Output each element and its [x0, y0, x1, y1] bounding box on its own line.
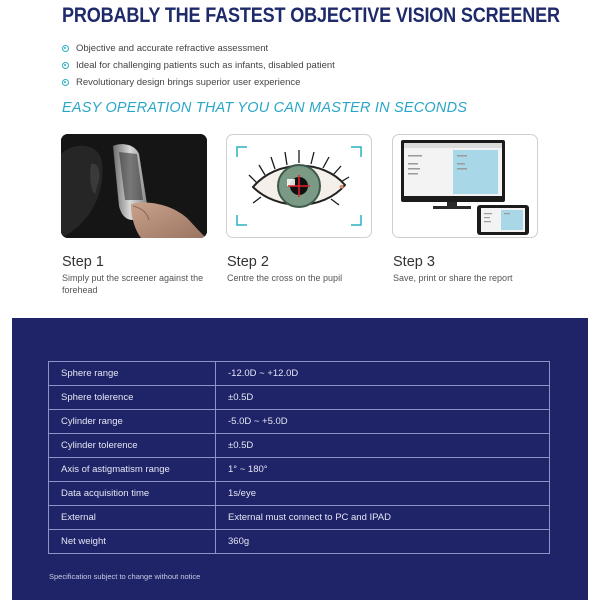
specifications-table — [48, 361, 550, 554]
spec-label: Data acquisition time — [49, 482, 216, 506]
spec-label: External — [49, 506, 216, 530]
feature-text: Objective and accurate refractive assessment — [76, 43, 269, 54]
step1-description: Simply put the screener against the forehead — [62, 273, 204, 295]
spec-label: Sphere tolerence — [49, 386, 216, 410]
spec-value: 1s/eye — [216, 482, 550, 506]
feature-text: Revolutionary design brings superior user experience — [76, 77, 301, 88]
spec-label: Sphere range — [49, 362, 216, 386]
table-row — [49, 506, 550, 530]
monitor-tablet-report-illustration — [393, 135, 537, 237]
spec-value: ±0.5D — [216, 386, 550, 410]
feature-list — [62, 40, 335, 91]
bullet-icon — [62, 45, 69, 52]
section-subtitle: EASY OPERATION THAT YOU CAN MASTER IN SECONDS — [62, 100, 468, 116]
spec-value: -12.0D ~ +12.0D — [216, 362, 550, 386]
spec-label: Cylinder tolerence — [49, 434, 216, 458]
feature-item — [62, 57, 335, 74]
step3-image — [392, 134, 538, 238]
spec-value: -5.0D ~ +5.0D — [216, 410, 550, 434]
spec-value: 360g — [216, 530, 550, 554]
table-row — [49, 434, 550, 458]
bullet-icon — [62, 62, 69, 69]
feature-item — [62, 74, 335, 91]
spec-value: External must connect to PC and IPAD — [216, 506, 550, 530]
spec-label: Axis of astigmatism range — [49, 458, 216, 482]
screener-on-forehead-illustration — [61, 134, 207, 238]
step1-title: Step 1 — [62, 254, 104, 270]
spec-label: Net weight — [49, 530, 216, 554]
spec-value: 1° ~ 180° — [216, 458, 550, 482]
page-title: PROBABLY THE FASTEST OBJECTIVE VISION SCREENER — [62, 4, 560, 27]
step3-description: Save, print or share the report — [393, 273, 513, 283]
table-row — [49, 362, 550, 386]
step2-title: Step 2 — [227, 254, 269, 270]
disclaimer-note: Specification subject to change without notice — [49, 572, 201, 581]
table-row — [49, 386, 550, 410]
step2-image — [226, 134, 372, 238]
table-row — [49, 482, 550, 506]
step2-description: Centre the cross on the pupil — [227, 273, 343, 283]
step1-image — [61, 134, 207, 238]
table-row — [49, 530, 550, 554]
feature-text: Ideal for challenging patients such as infants, disabled patient — [76, 60, 335, 71]
bullet-icon — [62, 79, 69, 86]
eye-crosshair-illustration — [227, 135, 371, 237]
table-row — [49, 458, 550, 482]
spec-value: ±0.5D — [216, 434, 550, 458]
table-row — [49, 410, 550, 434]
spec-label: Cylinder range — [49, 410, 216, 434]
feature-item — [62, 40, 335, 57]
step3-title: Step 3 — [393, 254, 435, 270]
